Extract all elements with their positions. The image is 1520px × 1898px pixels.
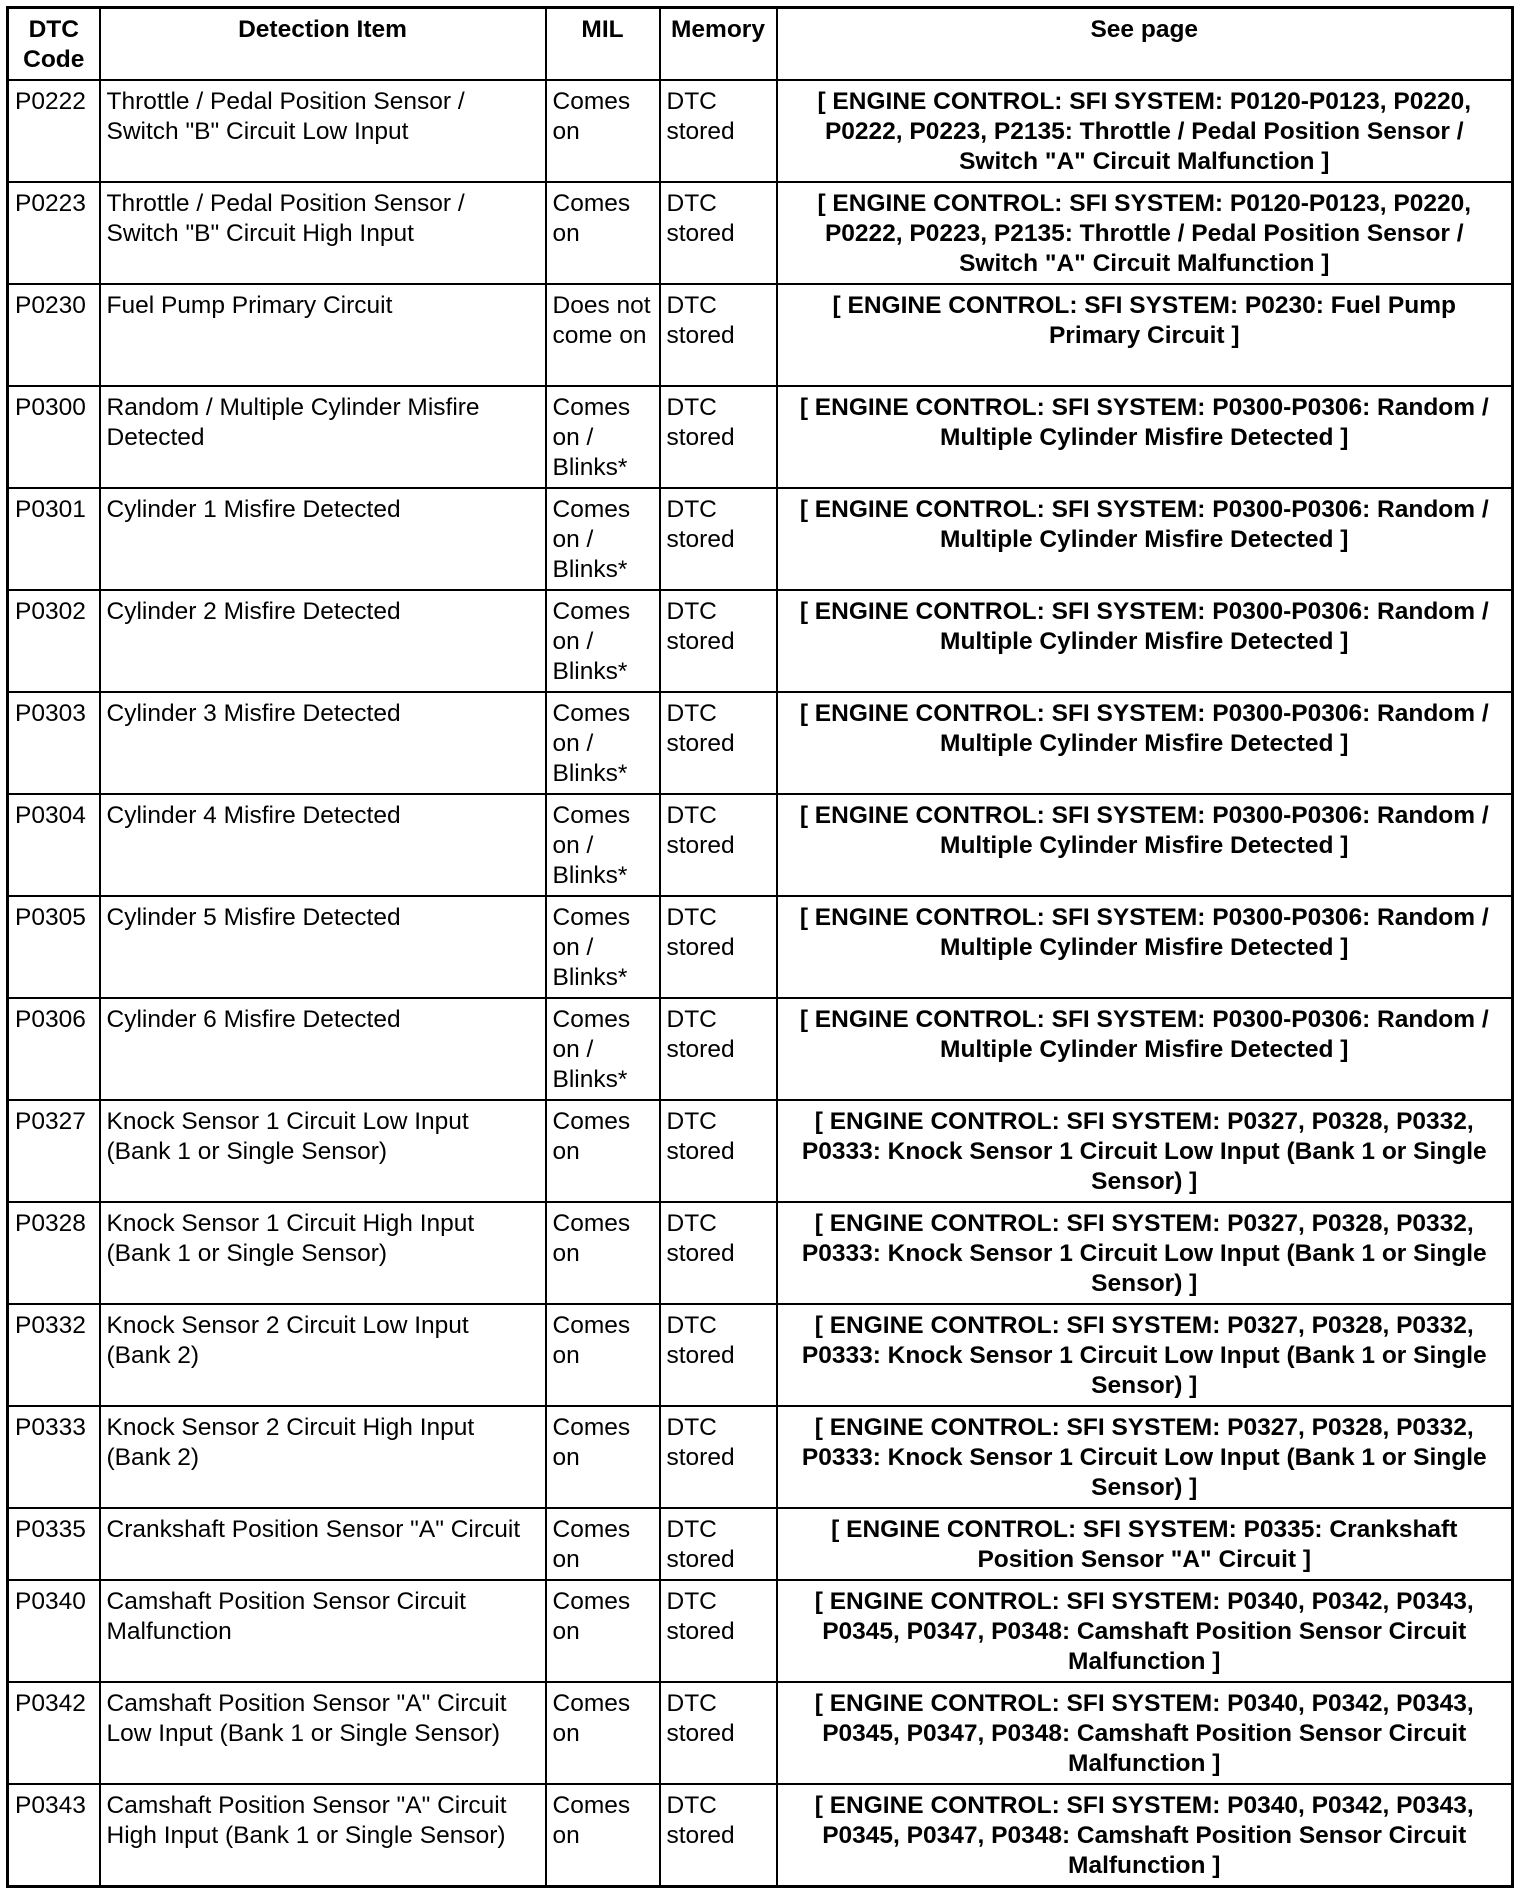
mil-cell: Does not come on	[546, 284, 660, 386]
table-row	[8, 998, 1513, 1100]
mil-cell: Comes on / Blinks*	[546, 488, 660, 590]
table-row	[8, 488, 1513, 590]
dtc-code-cell: P0303	[8, 692, 100, 794]
dtc-code-cell: P0342	[8, 1682, 100, 1784]
mil-cell: Comes on	[546, 1682, 660, 1784]
see-page-link[interactable]: [ ENGINE CONTROL: SFI SYSTEM: P0335: Crankshaft Position Sensor "A" Circuit ]	[777, 1508, 1513, 1580]
table-header-row	[8, 8, 1513, 81]
mil-cell: Comes on / Blinks*	[546, 692, 660, 794]
mil-cell: Comes on	[546, 1580, 660, 1682]
table-row	[8, 284, 1513, 386]
memory-cell: DTC stored	[660, 692, 777, 794]
table-row	[8, 590, 1513, 692]
detection-item-cell: Knock Sensor 1 Circuit Low Input (Bank 1 or Single Sensor)	[100, 1100, 546, 1202]
mil-cell: Comes on	[546, 80, 660, 182]
memory-cell: DTC stored	[660, 284, 777, 386]
detection-item-cell: Fuel Pump Primary Circuit	[100, 284, 546, 386]
dtc-code-cell: P0332	[8, 1304, 100, 1406]
table-row	[8, 1784, 1513, 1887]
header-detection-item: Detection Item	[100, 8, 546, 81]
table-row	[8, 1202, 1513, 1304]
dtc-code-cell: P0328	[8, 1202, 100, 1304]
header-memory: Memory	[660, 8, 777, 81]
header-see-page: See page	[777, 8, 1513, 81]
memory-cell: DTC stored	[660, 386, 777, 488]
mil-cell: Comes on	[546, 1784, 660, 1887]
memory-cell: DTC stored	[660, 998, 777, 1100]
memory-cell: DTC stored	[660, 1100, 777, 1202]
memory-cell: DTC stored	[660, 1202, 777, 1304]
table-row	[8, 1682, 1513, 1784]
mil-cell: Comes on / Blinks*	[546, 794, 660, 896]
see-page-link[interactable]: [ ENGINE CONTROL: SFI SYSTEM: P0300-P0306: Random / Multiple Cylinder Misfire Detected ]	[777, 488, 1513, 590]
dtc-code-cell: P0302	[8, 590, 100, 692]
dtc-code-cell: P0306	[8, 998, 100, 1100]
table-row	[8, 1508, 1513, 1580]
dtc-code-cell: P0301	[8, 488, 100, 590]
mil-cell: Comes on / Blinks*	[546, 998, 660, 1100]
dtc-table	[6, 6, 1514, 1888]
table-row	[8, 896, 1513, 998]
detection-item-cell: Camshaft Position Sensor "A" Circuit Low Input (Bank 1 or Single Sensor)	[100, 1682, 546, 1784]
see-page-link[interactable]: [ ENGINE CONTROL: SFI SYSTEM: P0300-P0306: Random / Multiple Cylinder Misfire Detected ]	[777, 794, 1513, 896]
detection-item-cell: Throttle / Pedal Position Sensor / Switch "B" Circuit Low Input	[100, 80, 546, 182]
see-page-link[interactable]: [ ENGINE CONTROL: SFI SYSTEM: P0327, P0328, P0332, P0333: Knock Sensor 1 Circuit Low Input (Bank 1 or Single Sensor) ]	[777, 1100, 1513, 1202]
mil-cell: Comes on	[546, 1202, 660, 1304]
memory-cell: DTC stored	[660, 80, 777, 182]
see-page-link[interactable]: [ ENGINE CONTROL: SFI SYSTEM: P0300-P0306: Random / Multiple Cylinder Misfire Detected ]	[777, 590, 1513, 692]
detection-item-cell: Camshaft Position Sensor Circuit Malfunction	[100, 1580, 546, 1682]
table-row	[8, 794, 1513, 896]
mil-cell: Comes on / Blinks*	[546, 386, 660, 488]
memory-cell: DTC stored	[660, 590, 777, 692]
table-row	[8, 692, 1513, 794]
memory-cell: DTC stored	[660, 1406, 777, 1508]
detection-item-cell: Knock Sensor 2 Circuit High Input (Bank 2)	[100, 1406, 546, 1508]
memory-cell: DTC stored	[660, 1580, 777, 1682]
table-row	[8, 1580, 1513, 1682]
see-page-link[interactable]: [ ENGINE CONTROL: SFI SYSTEM: P0120-P0123, P0220, P0222, P0223, P2135: Throttle / Pedal Position Sensor / Switch "A" Circuit Malfunction ]	[777, 80, 1513, 182]
memory-cell: DTC stored	[660, 1508, 777, 1580]
see-page-link[interactable]: [ ENGINE CONTROL: SFI SYSTEM: P0300-P0306: Random / Multiple Cylinder Misfire Detected ]	[777, 896, 1513, 998]
detection-item-cell: Crankshaft Position Sensor "A" Circuit	[100, 1508, 546, 1580]
see-page-link[interactable]: [ ENGINE CONTROL: SFI SYSTEM: P0300-P0306: Random / Multiple Cylinder Misfire Detected ]	[777, 386, 1513, 488]
dtc-code-cell: P0343	[8, 1784, 100, 1887]
see-page-link[interactable]: [ ENGINE CONTROL: SFI SYSTEM: P0327, P0328, P0332, P0333: Knock Sensor 1 Circuit Low Input (Bank 1 or Single Sensor) ]	[777, 1202, 1513, 1304]
see-page-link[interactable]: [ ENGINE CONTROL: SFI SYSTEM: P0120-P0123, P0220, P0222, P0223, P2135: Throttle / Pedal Position Sensor / Switch "A" Circuit Malfunction ]	[777, 182, 1513, 284]
see-page-link[interactable]: [ ENGINE CONTROL: SFI SYSTEM: P0230: Fuel Pump Primary Circuit ]	[777, 284, 1513, 386]
see-page-link[interactable]: [ ENGINE CONTROL: SFI SYSTEM: P0300-P0306: Random / Multiple Cylinder Misfire Detected ]	[777, 692, 1513, 794]
table-row	[8, 1406, 1513, 1508]
detection-item-cell: Throttle / Pedal Position Sensor / Switch "B" Circuit High Input	[100, 182, 546, 284]
detection-item-cell: Random / Multiple Cylinder Misfire Detected	[100, 386, 546, 488]
mil-cell: Comes on	[546, 1508, 660, 1580]
dtc-code-cell: P0305	[8, 896, 100, 998]
memory-cell: DTC stored	[660, 182, 777, 284]
dtc-code-cell: P0223	[8, 182, 100, 284]
dtc-code-cell: P0327	[8, 1100, 100, 1202]
detection-item-cell: Camshaft Position Sensor "A" Circuit High Input (Bank 1 or Single Sensor)	[100, 1784, 546, 1887]
mil-cell: Comes on	[546, 1304, 660, 1406]
mil-cell: Comes on / Blinks*	[546, 590, 660, 692]
memory-cell: DTC stored	[660, 1304, 777, 1406]
detection-item-cell: Cylinder 6 Misfire Detected	[100, 998, 546, 1100]
document-page	[6, 6, 1514, 1888]
header-mil: MIL	[546, 8, 660, 81]
memory-cell: DTC stored	[660, 488, 777, 590]
dtc-code-cell: P0222	[8, 80, 100, 182]
memory-cell: DTC stored	[660, 896, 777, 998]
dtc-code-cell: P0300	[8, 386, 100, 488]
see-page-link[interactable]: [ ENGINE CONTROL: SFI SYSTEM: P0327, P0328, P0332, P0333: Knock Sensor 1 Circuit Low Input (Bank 1 or Single Sensor) ]	[777, 1406, 1513, 1508]
detection-item-cell: Knock Sensor 2 Circuit Low Input (Bank 2)	[100, 1304, 546, 1406]
detection-item-cell: Cylinder 3 Misfire Detected	[100, 692, 546, 794]
mil-cell: Comes on	[546, 1100, 660, 1202]
see-page-link[interactable]: [ ENGINE CONTROL: SFI SYSTEM: P0340, P0342, P0343, P0345, P0347, P0348: Camshaft Position Sensor Circuit Malfunction ]	[777, 1682, 1513, 1784]
table-row	[8, 182, 1513, 284]
detection-item-cell: Cylinder 5 Misfire Detected	[100, 896, 546, 998]
mil-cell: Comes on	[546, 1406, 660, 1508]
detection-item-cell: Cylinder 1 Misfire Detected	[100, 488, 546, 590]
detection-item-cell: Knock Sensor 1 Circuit High Input (Bank 1 or Single Sensor)	[100, 1202, 546, 1304]
see-page-link[interactable]: [ ENGINE CONTROL: SFI SYSTEM: P0300-P0306: Random / Multiple Cylinder Misfire Detected ]	[777, 998, 1513, 1100]
detection-item-cell: Cylinder 4 Misfire Detected	[100, 794, 546, 896]
dtc-code-cell: P0333	[8, 1406, 100, 1508]
dtc-code-cell: P0304	[8, 794, 100, 896]
mil-cell: Comes on	[546, 182, 660, 284]
table-row	[8, 1100, 1513, 1202]
table-row	[8, 1304, 1513, 1406]
dtc-code-cell: P0340	[8, 1580, 100, 1682]
dtc-code-cell: P0335	[8, 1508, 100, 1580]
dtc-code-cell: P0230	[8, 284, 100, 386]
memory-cell: DTC stored	[660, 1682, 777, 1784]
see-page-link[interactable]: [ ENGINE CONTROL: SFI SYSTEM: P0340, P0342, P0343, P0345, P0347, P0348: Camshaft Position Sensor Circuit Malfunction ]	[777, 1784, 1513, 1887]
detection-item-cell: Cylinder 2 Misfire Detected	[100, 590, 546, 692]
table-row	[8, 386, 1513, 488]
header-dtc-code: DTC Code	[8, 8, 100, 81]
table-row	[8, 80, 1513, 182]
see-page-link[interactable]: [ ENGINE CONTROL: SFI SYSTEM: P0327, P0328, P0332, P0333: Knock Sensor 1 Circuit Low Input (Bank 1 or Single Sensor) ]	[777, 1304, 1513, 1406]
see-page-link[interactable]: [ ENGINE CONTROL: SFI SYSTEM: P0340, P0342, P0343, P0345, P0347, P0348: Camshaft Position Sensor Circuit Malfunction ]	[777, 1580, 1513, 1682]
mil-cell: Comes on / Blinks*	[546, 896, 660, 998]
memory-cell: DTC stored	[660, 794, 777, 896]
memory-cell: DTC stored	[660, 1784, 777, 1887]
